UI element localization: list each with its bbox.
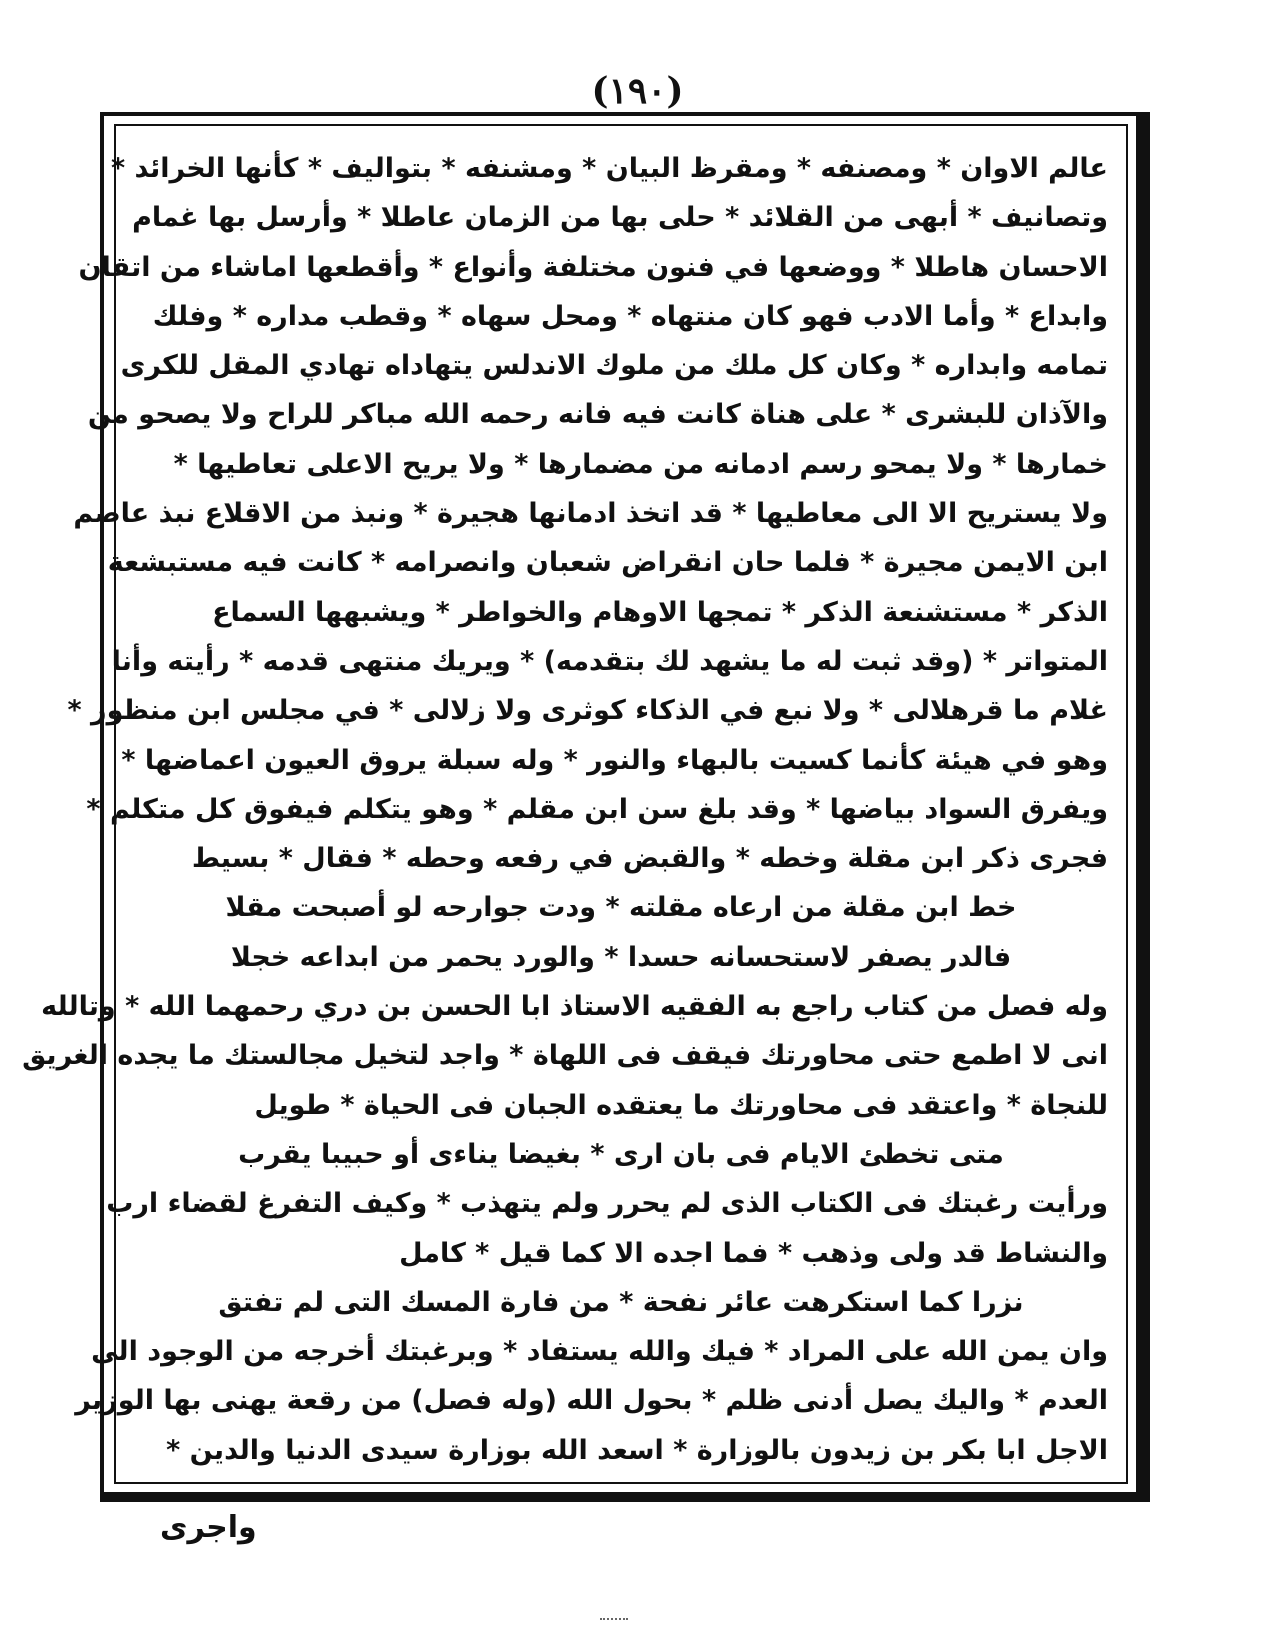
verse-line: فالدر يصفر لاستحسانه حسدا * والورد يحمر من ابداعه خجلا bbox=[230, 941, 1012, 973]
text-line: الاجل ابا بكر بن زيدون بالوزارة * اسعد الله بوزارة سيدى الدنيا والدين * bbox=[166, 1434, 1108, 1466]
text-line: ويفرق السواد بياضها * وقد بلغ سن ابن مقلم * وهو يتكلم فيفوق كل متكلم * bbox=[86, 793, 1108, 825]
text-line: والآذان للبشرى * على هناة كانت فيه فانه رحمه الله مباكر للراح ولا يصحو من bbox=[87, 399, 1108, 431]
text-line: عالم الاوان * ومصنفه * ومقرظ البيان * ومشنفه * بتواليف * كأنها الخرائد * bbox=[110, 153, 1108, 184]
text-line: المتواتر * (وقد ثبت له ما يشهد لك بتقدمه) * ويريك منتهى قدمه * رأيته وأنا bbox=[111, 645, 1108, 677]
text-line: للنجاة * واعتقد فى محاورتك ما يعتقده الجبان فى الحياة * طويل bbox=[254, 1089, 1108, 1121]
page-frame-inner bbox=[22, 124, 1128, 1484]
text-line: فجرى ذكر ابن مقلة وخطه * والقبض في رفعه وحطه * فقال * بسيط bbox=[191, 843, 1108, 875]
text-line: الاحسان هاطلا * ووضعها في فنون مختلفة وأنواع * وأقطعها اماشاء من اتقان bbox=[78, 251, 1108, 283]
verse-line: خط ابن مقلة من ارعاه مقلته * ودت جوارحه لو أصبحت مقلا bbox=[225, 892, 1017, 924]
verse-line: متى تخطئ الايام فى بان ارى * بغيضا يناءى أو حبيبا يقرب bbox=[238, 1138, 1004, 1170]
text-line: وابداع * وأما الادب فهو كان منتهاه * ومحل سهاه * وقطب مداره * وفلك bbox=[152, 300, 1108, 332]
text-line: وهو في هيئة كأنما كسيت بالبهاء والنور * وله سبلة يروق العيون اعماضها * bbox=[121, 744, 1108, 776]
verse-line: نزرا كما استكرهت عائر نفحة * من فارة المسك التى لم تفتق bbox=[218, 1286, 1024, 1318]
text-line: وان يمن الله على المراد * فيك والله يستفاد * وبرغبتك أخرجه من الوجود الى bbox=[91, 1336, 1108, 1368]
text-line: الذكر * مستشنعة الذكر * تمجها الاوهام والخواطر * ويشبهها السماع bbox=[212, 596, 1108, 628]
text-line: خمارها * ولا يمحو رسم ادمانه من مضمارها * ولا يريح الاعلى تعاطيها * bbox=[173, 448, 1108, 480]
text-line: وتصانيف * أبهى من القلائد * حلى بها من الزمان عاطلا * وأرسل بها غمام bbox=[132, 202, 1108, 234]
footer-dots bbox=[600, 1618, 628, 1622]
text-line: ابن الايمن مجيرة * فلما حان انقراض شعبان وانصرامه * كانت فيه مستبشعة bbox=[107, 547, 1108, 579]
catchword: واجرى bbox=[160, 1510, 257, 1545]
text-line: انى لا اطمع حتى محاورتك فيقف فى اللهاة * واجد لتخيل مجالستك ما يجده الغريق bbox=[22, 1040, 1108, 1072]
text-line: ولا يستريح الا الى معاطيها * قد اتخذ ادمانها هجيرة * ونبذ من الاقلاع نبذ عاصم bbox=[73, 498, 1108, 530]
page-number: (١٩٠) bbox=[591, 70, 684, 112]
text-line: ورأيت رغبتك فى الكتاب الذى لم يحرر ولم يتهذب * وكيف التفرغ لقضاء ارب bbox=[106, 1188, 1108, 1220]
text-line: غلام ما قرهلالى * ولا نبع في الذكاء كوثرى ولا زلالى * في مجلس ابن منظور * bbox=[67, 695, 1108, 727]
text-line: العدم * واليك يصل أدنى ظلم * بحول الله (وله فصل) من رقعة يهنى بها الوزير bbox=[75, 1385, 1108, 1417]
text-body bbox=[22, 144, 1108, 1475]
text-line: وله فصل من كتاب راجع به الفقيه الاستاذ ابا الحسن بن دري رحمهما الله * وتالله bbox=[41, 991, 1108, 1023]
text-line: والنشاط قد ولى وذهب * فما اجده الا كما قيل * كامل bbox=[399, 1237, 1108, 1269]
page-frame bbox=[22, 112, 1150, 1502]
text-line: تمامه وابداره * وكان كل ملك من ملوك الاندلس يتهاداه تهادي المقل للكرى bbox=[120, 350, 1108, 382]
